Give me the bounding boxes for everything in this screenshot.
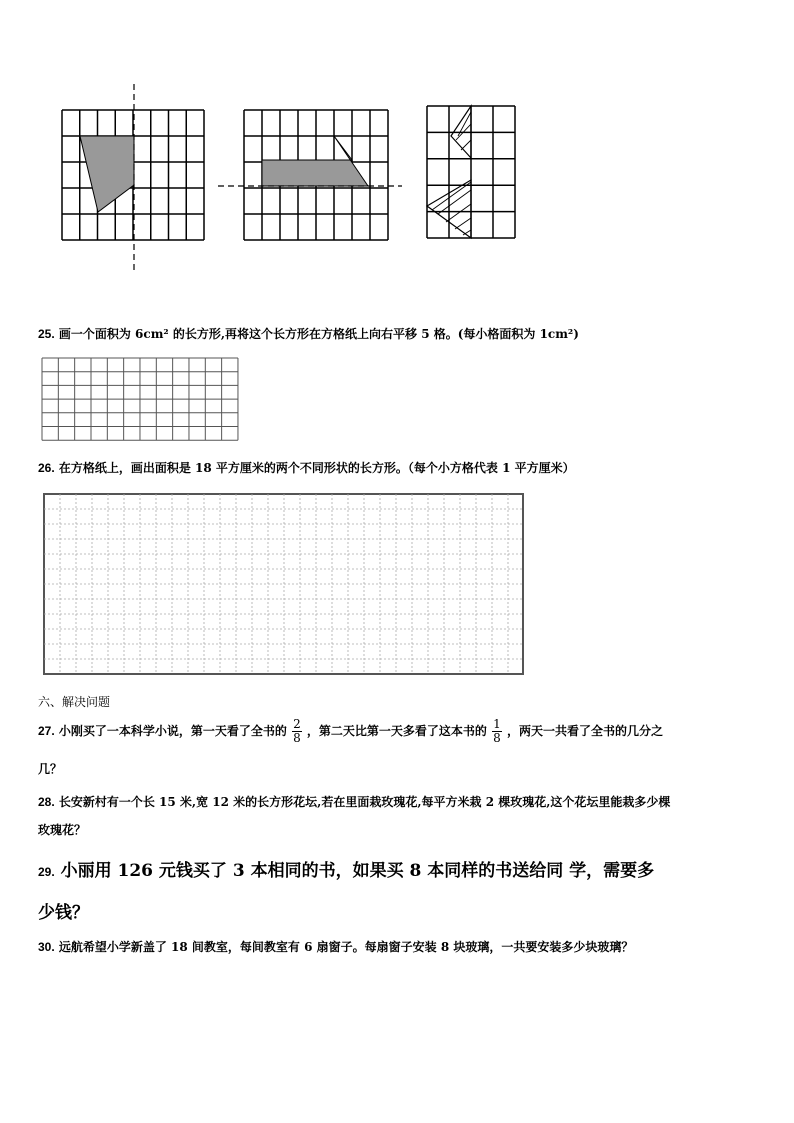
question-text-part3: ，两天一共看了全书的几分之 — [506, 724, 663, 738]
question-29-line2: 少钱？ — [38, 903, 89, 923]
question-number: 30. — [38, 940, 55, 954]
question-number: 26. — [38, 461, 55, 475]
fraction-one-eighth: $\frac{1}{8}$ — [493, 717, 501, 745]
fraction-two-eighths: $\frac{2}{8}$ — [293, 717, 301, 745]
question-number: 28. — [38, 795, 55, 809]
question-number: 29. — [38, 865, 55, 879]
question-text: 画一个面积为 6cm² 的长方形,再将这个长方形在方格纸上向右平移 5 格。(每小格面积为 1cm²) — [58, 327, 579, 341]
question-27-line2: 几？ — [38, 762, 63, 776]
question-text-part1: 小刚买了一本科学小说，第一天看了全书的 — [58, 724, 287, 738]
question-27 — [38, 718, 663, 745]
question-text: 小丽用 126 元钱买了 3 本相同的书，如果买 8 本同样的书送给同 学，需要多 — [60, 861, 655, 881]
question-30 — [38, 938, 633, 955]
question-28 — [38, 793, 670, 810]
question-number: 27. — [38, 724, 55, 738]
question-29 — [38, 856, 654, 881]
question-text: 远航希望小学新盖了 18 间教室，每间教室有 6 扇窗子。每扇窗子安装 8 块玻璃，一共要安装多少块玻璃？ — [58, 940, 634, 954]
question-number: 25. — [38, 327, 55, 341]
question-text-part2: ，第二天比第一天多看了这本书的 — [306, 724, 487, 738]
question-28-line2: 玫瑰花？ — [38, 823, 87, 837]
question-text: 在方格纸上，画出面积是 18 平方厘米的两个不同形状的长方形。（每个小方格代表 1 平方厘米） — [58, 461, 575, 475]
section-title: 六、解决问题 — [38, 695, 111, 709]
question-text: 长安新村有一个长 15 米,宽 12 米的长方形花坛,若在里面栽玫瑰花,每平方米栽 2 棵玫瑰花,这个花坛里能栽多少棵 — [58, 795, 671, 809]
